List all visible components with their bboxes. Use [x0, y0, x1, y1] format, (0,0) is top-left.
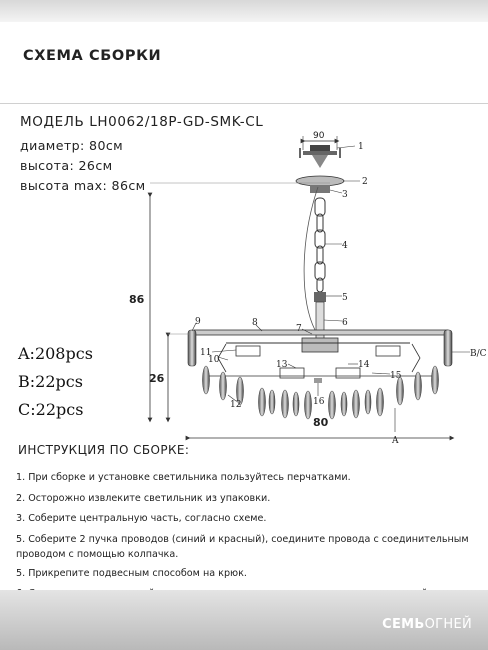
chain-connector [314, 292, 326, 302]
instruction-step: 5. Соберите 2 пучка проводов (синий и красный), соедините провода с соединительным проводом с помощью колпачка. [16, 533, 469, 560]
letter-bc: B/C [470, 349, 487, 359]
instruction-step: 1. При сборке и установке светильника пользуйтесь перчатками. [16, 472, 351, 483]
dim-86-label: 86 [129, 293, 145, 306]
callout-2: 2 [362, 177, 368, 187]
brand-logo [382, 617, 472, 632]
callout-5: 5 [342, 293, 348, 303]
canopy-hook [310, 185, 330, 193]
dim-body-height [149, 334, 190, 420]
callout-12: 12 [230, 400, 242, 410]
callout-10: 10 [208, 355, 220, 365]
top-band [0, 0, 488, 22]
callout-6: 6 [342, 318, 348, 328]
dim-diameter [188, 416, 452, 438]
letter-a: A [392, 436, 399, 446]
callout-leaders [192, 146, 470, 432]
frame [188, 330, 452, 383]
callout-1: 1 [358, 142, 364, 152]
brand-light: ОГНЕЙ [424, 617, 472, 632]
callout-13: 13 [276, 360, 288, 370]
callout-3: 3 [342, 190, 348, 200]
canopy [296, 176, 344, 186]
dim-80-label: 80 [313, 416, 329, 429]
instructions-list [16, 470, 481, 607]
spec-height: высота: 26см [20, 158, 113, 173]
callout-4: 4 [342, 241, 348, 251]
assembly-diagram [0, 120, 488, 460]
instruction-step: 2. Осторожно извлеките светильник из упаковки. [16, 492, 271, 504]
instruction-step: 3. Соберите центральную часть, согласно схеме. [16, 513, 267, 525]
callout-numbers [195, 142, 487, 446]
part-a: A:208pcs [18, 344, 93, 363]
spec-diameter: диаметр: 80см [20, 138, 124, 153]
part-c: C:22pcs [18, 400, 84, 419]
callout-16: 16 [313, 397, 325, 407]
callout-9: 9 [195, 317, 201, 327]
footer [0, 590, 488, 650]
callout-8: 8 [252, 318, 258, 328]
page-title: СХЕМА СБОРКИ [23, 48, 162, 64]
chain [315, 198, 325, 292]
spec-height-max: высота max: 86см [20, 178, 146, 193]
header [0, 22, 488, 104]
callout-11: 11 [200, 348, 212, 358]
canopy-bracket [300, 145, 340, 168]
callout-15: 15 [390, 371, 402, 381]
callout-7: 7 [296, 324, 302, 334]
dim-top-label: 90 [313, 131, 325, 141]
callout-14: 14 [358, 360, 370, 370]
crystals-outer [203, 366, 439, 419]
part-b: B:22pcs [18, 372, 83, 391]
instruction-step: 5. Прикрепите подвесным способом на крюк. [16, 567, 247, 579]
instructions-title: ИНСТРУКЦИЯ ПО СБОРКЕ: [18, 443, 190, 457]
model-name: МОДЕЛЬ LH0062/18P-GD-SMK-CL [20, 114, 264, 130]
dim-26-label: 26 [149, 372, 165, 385]
brand-bold: СЕМЬ [382, 617, 425, 632]
